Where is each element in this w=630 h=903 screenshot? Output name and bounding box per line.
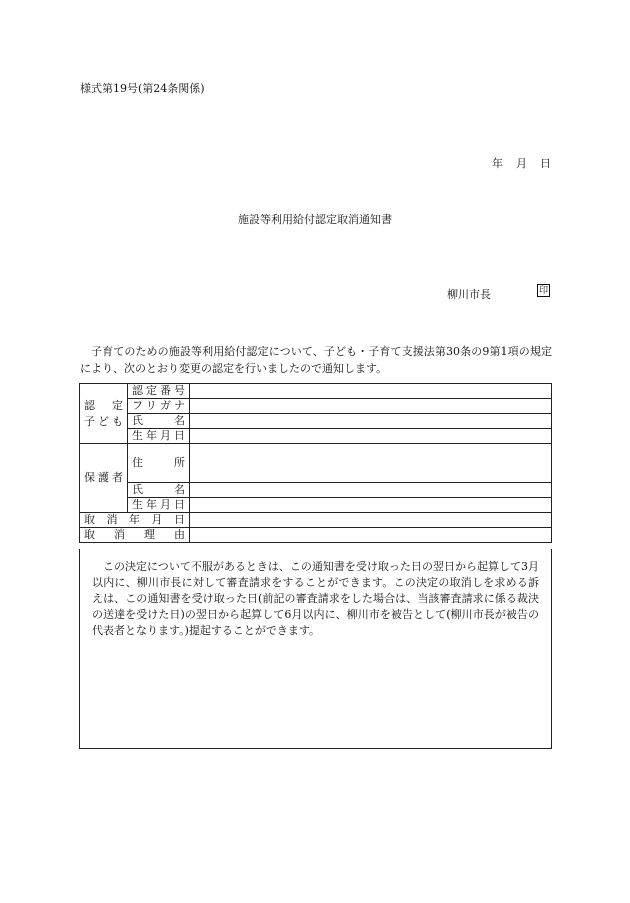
form-number: 様式第19号(第24条関係)	[80, 82, 205, 95]
child-birth-label: 生年月日	[128, 429, 190, 444]
guardian-name-value	[190, 483, 552, 498]
date-day-label: 日	[540, 157, 551, 170]
cert-number-label: 認定番号	[128, 384, 190, 399]
date-month-label: 月	[516, 157, 527, 170]
date-year-label: 年	[492, 157, 503, 170]
certification-table	[79, 383, 552, 543]
cancel-date-value	[190, 513, 552, 528]
appeal-notice: この決定について不服があるときは、この通知書を受け取った日の翌日から起算して3月以内に、柳川市長に対して審査請求をすることができます。この決定の取消しを求める訴えは、この通知書を受け取った日(前記の審査請求をした場合は、当該審査請求に係る裁決の送達を受けた日)の翌日から起算して6月以内に、柳川市を被告として(柳川市長が被告の代表者となります。)提起することができます。	[79, 549, 552, 749]
table-row	[80, 414, 552, 429]
table-row	[80, 384, 552, 399]
child-birth-value	[190, 429, 552, 444]
cert-number-value	[190, 384, 552, 399]
cancel-reason-value	[190, 528, 552, 543]
guardian-name-label: 氏 名	[128, 483, 190, 498]
furigana-value	[190, 399, 552, 414]
table-row	[80, 429, 552, 444]
table-row	[80, 513, 552, 528]
intro-paragraph: 子育てのための施設等利用給付認定について、子ども・子育て支援法第30条の9第1項の規定により、次のとおり変更の認定を行いましたので通知します。	[80, 345, 552, 375]
guardian-group-label: 保護者	[80, 444, 128, 513]
table-row	[80, 498, 552, 513]
child-name-value	[190, 414, 552, 429]
guardian-birth-label: 生年月日	[128, 498, 190, 513]
cancel-date-label: 取消年月日	[80, 513, 190, 528]
seal-mark: 印	[538, 286, 548, 296]
date-line	[492, 155, 551, 171]
document-title: 施設等利用給付認定取消通知書	[238, 213, 392, 226]
child-group-label: 認 定 子ども	[80, 384, 128, 444]
guardian-birth-value	[190, 498, 552, 513]
table-row	[80, 528, 552, 543]
issuer-name: 柳川市長	[447, 288, 491, 301]
child-name-label: 氏 名	[128, 414, 190, 429]
address-value	[190, 444, 552, 483]
cancel-reason-label: 取消理由	[80, 528, 190, 543]
table-row	[80, 399, 552, 414]
address-label: 住 所	[128, 444, 190, 483]
table-row	[80, 444, 552, 483]
table-row	[80, 483, 552, 498]
furigana-label: フリガナ	[128, 399, 190, 414]
